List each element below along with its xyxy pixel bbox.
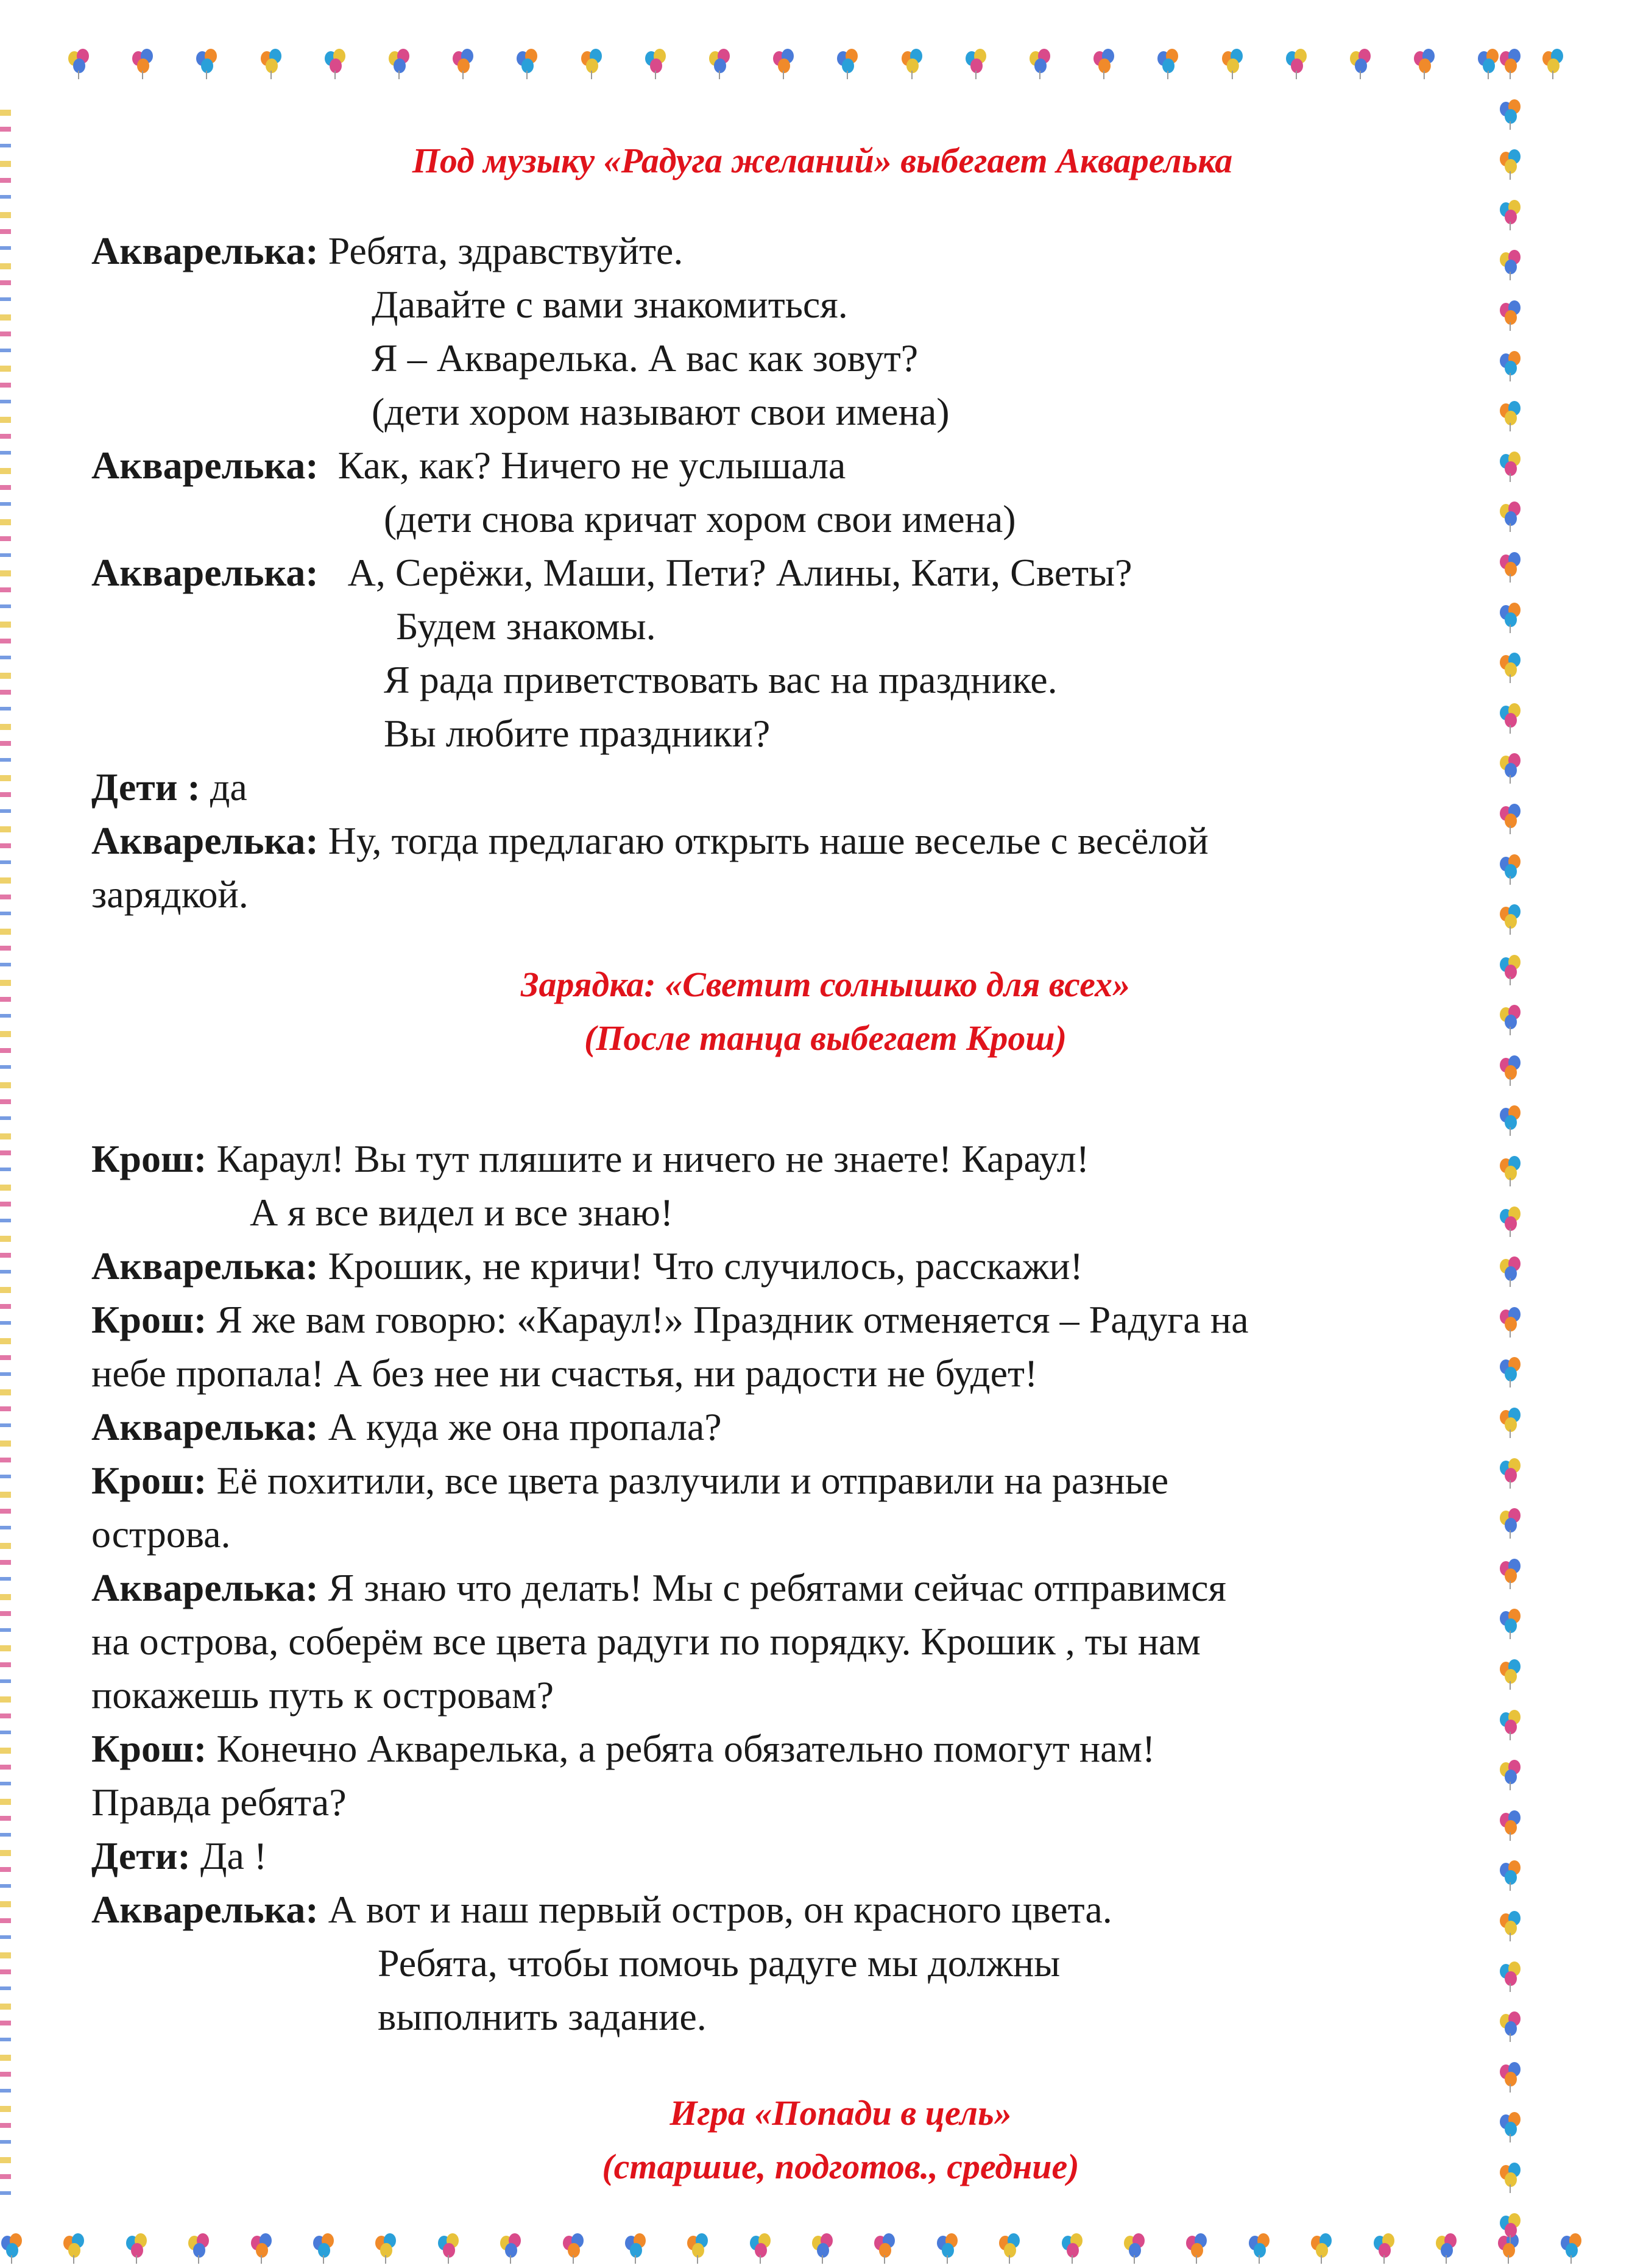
dialogue-line bbox=[91, 224, 1468, 278]
dialogue-line bbox=[91, 439, 1468, 492]
balloon-cluster-icon bbox=[1499, 1458, 1523, 1487]
line-text: Да ! bbox=[200, 1834, 267, 1877]
balloon-cluster-icon bbox=[811, 2233, 835, 2263]
line-text: Вы любите праздники? bbox=[384, 712, 771, 755]
dialogue-line bbox=[91, 1668, 1468, 1722]
balloon-cluster-icon bbox=[1499, 2112, 1523, 2141]
balloon-cluster-icon bbox=[1413, 49, 1437, 78]
dialogue-line bbox=[91, 600, 1468, 653]
speaker-name: Крош: bbox=[91, 1727, 207, 1770]
dialogue-line bbox=[91, 278, 1468, 331]
balloon-cluster-icon bbox=[1349, 49, 1373, 78]
line-text: Крошик, не кричи! Что случилось, расскажи! bbox=[328, 1244, 1083, 1288]
speaker-name: Акварелька: bbox=[91, 444, 319, 487]
balloon-cluster-icon bbox=[562, 2233, 586, 2263]
line-text: Правда ребята? bbox=[91, 1781, 347, 1824]
balloon-cluster-icon bbox=[1499, 1911, 1523, 1940]
dialogue-line bbox=[91, 707, 1468, 760]
balloon-cluster-icon bbox=[1499, 653, 1523, 682]
balloon-cluster-icon bbox=[1499, 1860, 1523, 1890]
balloon-cluster-icon bbox=[1499, 2062, 1523, 2091]
balloon-cluster-icon bbox=[195, 49, 219, 78]
balloon-cluster-icon bbox=[1499, 452, 1523, 481]
stage-direction-groups: (старшие, подготов., средние) bbox=[602, 2147, 1079, 2186]
balloon-cluster-icon bbox=[187, 2233, 211, 2263]
balloon-cluster-icon bbox=[1248, 2233, 1272, 2263]
balloon-cluster-icon bbox=[1499, 200, 1523, 229]
line-text: Я же вам говорю: «Караул!» Праздник отменяется – Радуга на bbox=[216, 1298, 1249, 1341]
speaker-name: Акварелька: bbox=[91, 1405, 319, 1448]
balloon-cluster-icon bbox=[1499, 955, 1523, 984]
balloon-cluster-icon bbox=[900, 49, 925, 78]
balloon-cluster-icon bbox=[131, 49, 155, 78]
balloon-cluster-icon bbox=[1499, 1055, 1523, 1085]
balloon-cluster-icon bbox=[1499, 1559, 1523, 1588]
balloon-cluster-icon bbox=[1499, 1961, 1523, 1991]
balloon-cluster-icon bbox=[1499, 49, 1523, 78]
balloon-cluster-icon bbox=[323, 49, 348, 78]
line-text: Я знаю что делать! Мы с ребятами сейчас отправимся bbox=[328, 1566, 1226, 1609]
balloon-cluster-icon bbox=[708, 49, 732, 78]
dialogue-line bbox=[91, 1722, 1468, 1776]
speaker-name: Акварелька: bbox=[91, 819, 319, 862]
dialogue-block-1 bbox=[91, 224, 1468, 921]
dialogue-line bbox=[91, 1883, 1468, 1937]
dialogue-line bbox=[91, 546, 1468, 600]
line-text: Конечно Акварелька, а ребята обязательно помогут нам! bbox=[216, 1727, 1156, 1770]
dialogue-line bbox=[91, 1293, 1468, 1347]
dialogue-line bbox=[91, 1347, 1468, 1400]
balloon-cluster-icon bbox=[0, 2233, 24, 2263]
balloon-cluster-icon bbox=[1541, 49, 1566, 78]
speaker-name: Акварелька: bbox=[91, 229, 319, 272]
balloon-cluster-icon bbox=[1499, 753, 1523, 782]
balloon-cluster-icon bbox=[836, 49, 860, 78]
line-text: А куда же она пропала? bbox=[328, 1405, 722, 1448]
balloon-cluster-icon bbox=[260, 49, 284, 78]
balloon-cluster-icon bbox=[1499, 250, 1523, 279]
speaker-name: Акварелька: bbox=[91, 1888, 319, 1931]
balloon-cluster-icon bbox=[67, 49, 91, 78]
balloon-cluster-icon bbox=[1477, 49, 1501, 78]
balloon-cluster-icon bbox=[312, 2233, 336, 2263]
balloon-cluster-icon bbox=[1499, 1659, 1523, 1689]
dialogue-line bbox=[91, 1615, 1468, 1668]
balloon-cluster-icon bbox=[1499, 1760, 1523, 1789]
dialogue-line bbox=[91, 1937, 1468, 1990]
line-text: Её похитили, все цвета разлучили и отправили на разные bbox=[216, 1459, 1169, 1502]
balloon-border-bottom bbox=[0, 2233, 1584, 2263]
balloon-cluster-icon bbox=[1499, 603, 1523, 632]
stage-direction-exercise: Зарядка: «Светит солнышко для всех» bbox=[520, 965, 1131, 1004]
balloon-cluster-icon bbox=[1156, 49, 1181, 78]
balloon-cluster-icon bbox=[1499, 1105, 1523, 1135]
balloon-cluster-icon bbox=[580, 49, 604, 78]
balloon-cluster-icon bbox=[1123, 2233, 1147, 2263]
balloon-cluster-icon bbox=[374, 2233, 398, 2263]
balloon-cluster-icon bbox=[1092, 49, 1117, 78]
balloon-cluster-icon bbox=[686, 2233, 710, 2263]
speaker-name: Акварелька: bbox=[91, 1566, 319, 1609]
line-text: выполнить задание. bbox=[378, 1995, 707, 2038]
dialogue-line bbox=[91, 814, 1468, 868]
balloon-cluster-icon bbox=[1028, 49, 1053, 78]
balloon-cluster-icon bbox=[499, 2233, 523, 2263]
balloon-cluster-icon bbox=[936, 2233, 960, 2263]
balloon-cluster-icon bbox=[1499, 1307, 1523, 1336]
balloon-cluster-icon bbox=[873, 2233, 897, 2263]
line-text: Караул! Вы тут пляшите и ничего не знаете! Караул! bbox=[216, 1137, 1090, 1180]
speaker-name: Крош: bbox=[91, 1459, 207, 1502]
balloon-cluster-icon bbox=[1499, 804, 1523, 833]
balloon-cluster-icon bbox=[1499, 2213, 1523, 2242]
balloon-cluster-icon bbox=[1499, 1710, 1523, 1739]
balloon-cluster-icon bbox=[1499, 1508, 1523, 1537]
balloon-cluster-icon bbox=[387, 49, 412, 78]
line-text: Ну, тогда предлагаю открыть наше веселье с весёлой bbox=[328, 819, 1209, 862]
line-text: (дети хором называют свои имена) bbox=[372, 390, 950, 433]
balloon-border-top bbox=[67, 49, 1566, 78]
balloon-cluster-icon bbox=[1372, 2233, 1397, 2263]
dialogue-line bbox=[91, 1776, 1468, 1829]
line-text: покажешь путь к островам? bbox=[91, 1673, 554, 1717]
dialogue-block-2 bbox=[91, 1132, 1468, 2044]
stage-direction-game: Игра «Попади в цель» bbox=[669, 2093, 1012, 2133]
speaker-name: Акварелька: bbox=[91, 551, 319, 594]
line-text: А я все видел и все знаю! bbox=[250, 1191, 674, 1234]
script-page bbox=[91, 134, 1468, 2194]
balloon-cluster-icon bbox=[437, 2233, 461, 2263]
balloon-cluster-icon bbox=[1061, 2233, 1085, 2263]
balloon-cluster-icon bbox=[250, 2233, 274, 2263]
balloon-cluster-icon bbox=[964, 49, 989, 78]
balloon-cluster-icon bbox=[62, 2233, 87, 2263]
line-text: Ребята, здравствуйте. bbox=[328, 229, 684, 272]
balloon-cluster-icon bbox=[515, 49, 540, 78]
balloon-cluster-icon bbox=[125, 2233, 149, 2263]
line-text: Давайте с вами знакомиться. bbox=[372, 283, 848, 326]
balloon-cluster-icon bbox=[1499, 1810, 1523, 1840]
balloon-cluster-icon bbox=[1499, 501, 1523, 531]
stage-direction-krosh-enters: (После танца выбегает Крош) bbox=[584, 1018, 1067, 1058]
balloon-cluster-icon bbox=[1185, 2233, 1209, 2263]
dialogue-line bbox=[91, 1400, 1468, 1454]
balloon-cluster-icon bbox=[1499, 2011, 1523, 2041]
line-text: Как, как? Ничего не услышала bbox=[337, 444, 846, 487]
balloon-cluster-icon bbox=[998, 2233, 1022, 2263]
dialogue-line bbox=[91, 385, 1468, 439]
balloon-cluster-icon bbox=[1499, 2163, 1523, 2192]
speaker-name: Акварелька: bbox=[91, 1244, 319, 1288]
balloon-border-right bbox=[1499, 49, 1523, 2242]
balloon-cluster-icon bbox=[1499, 401, 1523, 430]
balloon-cluster-icon bbox=[772, 49, 796, 78]
line-text: Ребята, чтобы помочь радуге мы должны bbox=[378, 1941, 1061, 1985]
balloon-cluster-icon bbox=[1499, 99, 1523, 129]
balloon-cluster-icon bbox=[1499, 1609, 1523, 1638]
dialogue-line bbox=[91, 1239, 1468, 1293]
balloon-cluster-icon bbox=[624, 2233, 648, 2263]
balloon-cluster-icon bbox=[1499, 351, 1523, 380]
balloon-cluster-icon bbox=[1499, 1005, 1523, 1034]
balloon-cluster-icon bbox=[1499, 1256, 1523, 1286]
balloon-cluster-icon bbox=[1499, 552, 1523, 581]
balloon-cluster-icon bbox=[1499, 1156, 1523, 1185]
balloon-cluster-icon bbox=[644, 49, 668, 78]
balloon-cluster-icon bbox=[1499, 300, 1523, 330]
dialogue-line bbox=[91, 1829, 1468, 1883]
dialogue-line bbox=[91, 1132, 1468, 1186]
line-text: Будем знакомы. bbox=[396, 604, 656, 648]
balloon-cluster-icon bbox=[1499, 904, 1523, 934]
line-text: острова. bbox=[91, 1512, 231, 1556]
dialogue-line bbox=[91, 331, 1468, 385]
balloon-cluster-icon bbox=[1499, 1207, 1523, 1236]
dialogue-line bbox=[91, 653, 1468, 707]
stage-direction-intro: Под музыку «Радуга желаний» выбегает Акварелька bbox=[412, 141, 1233, 180]
line-text: А вот и наш первый остров, он красного цвета. bbox=[328, 1888, 1112, 1931]
balloon-cluster-icon bbox=[451, 49, 476, 78]
line-text: зарядкой. bbox=[91, 873, 249, 916]
speaker-name: Дети : bbox=[91, 765, 200, 809]
left-page-edge bbox=[0, 110, 11, 2206]
balloon-cluster-icon bbox=[1499, 149, 1523, 179]
dialogue-line bbox=[91, 1454, 1468, 1508]
balloon-cluster-icon bbox=[1499, 1408, 1523, 1437]
balloon-cluster-icon bbox=[1499, 703, 1523, 732]
balloon-cluster-icon bbox=[1499, 854, 1523, 884]
balloon-cluster-icon bbox=[1310, 2233, 1334, 2263]
line-text: небе пропала! А без нее ни счастья, ни радости не будет! bbox=[91, 1352, 1038, 1395]
balloon-cluster-icon bbox=[749, 2233, 773, 2263]
balloon-cluster-icon bbox=[1560, 2233, 1584, 2263]
line-text: на острова, соберём все цвета радуги по порядку. Крошик , ты нам bbox=[91, 1620, 1201, 1663]
dialogue-line bbox=[91, 1186, 1468, 1239]
balloon-cluster-icon bbox=[1221, 49, 1245, 78]
dialogue-line bbox=[91, 492, 1468, 546]
dialogue-line bbox=[91, 1561, 1468, 1615]
line-text: Я – Акварелька. А вас как зовут? bbox=[372, 336, 919, 380]
speaker-name: Крош: bbox=[91, 1137, 207, 1180]
balloon-cluster-icon bbox=[1435, 2233, 1459, 2263]
speaker-name: Крош: bbox=[91, 1298, 207, 1341]
balloon-cluster-icon bbox=[1285, 49, 1309, 78]
balloon-cluster-icon bbox=[1499, 1357, 1523, 1386]
dialogue-line bbox=[91, 760, 1468, 814]
dialogue-line bbox=[91, 1508, 1468, 1561]
dialogue-line bbox=[91, 868, 1468, 921]
line-text: Я рада приветствовать вас на празднике. bbox=[384, 658, 1058, 701]
dialogue-line bbox=[91, 1990, 1468, 2044]
line-text: (дети снова кричат хором свои имена) bbox=[384, 497, 1016, 540]
speaker-name: Дети: bbox=[91, 1834, 191, 1877]
line-text: А, Серёжи, Маши, Пети? Алины, Кати, Светы? bbox=[347, 551, 1132, 594]
line-text: да bbox=[210, 765, 247, 809]
